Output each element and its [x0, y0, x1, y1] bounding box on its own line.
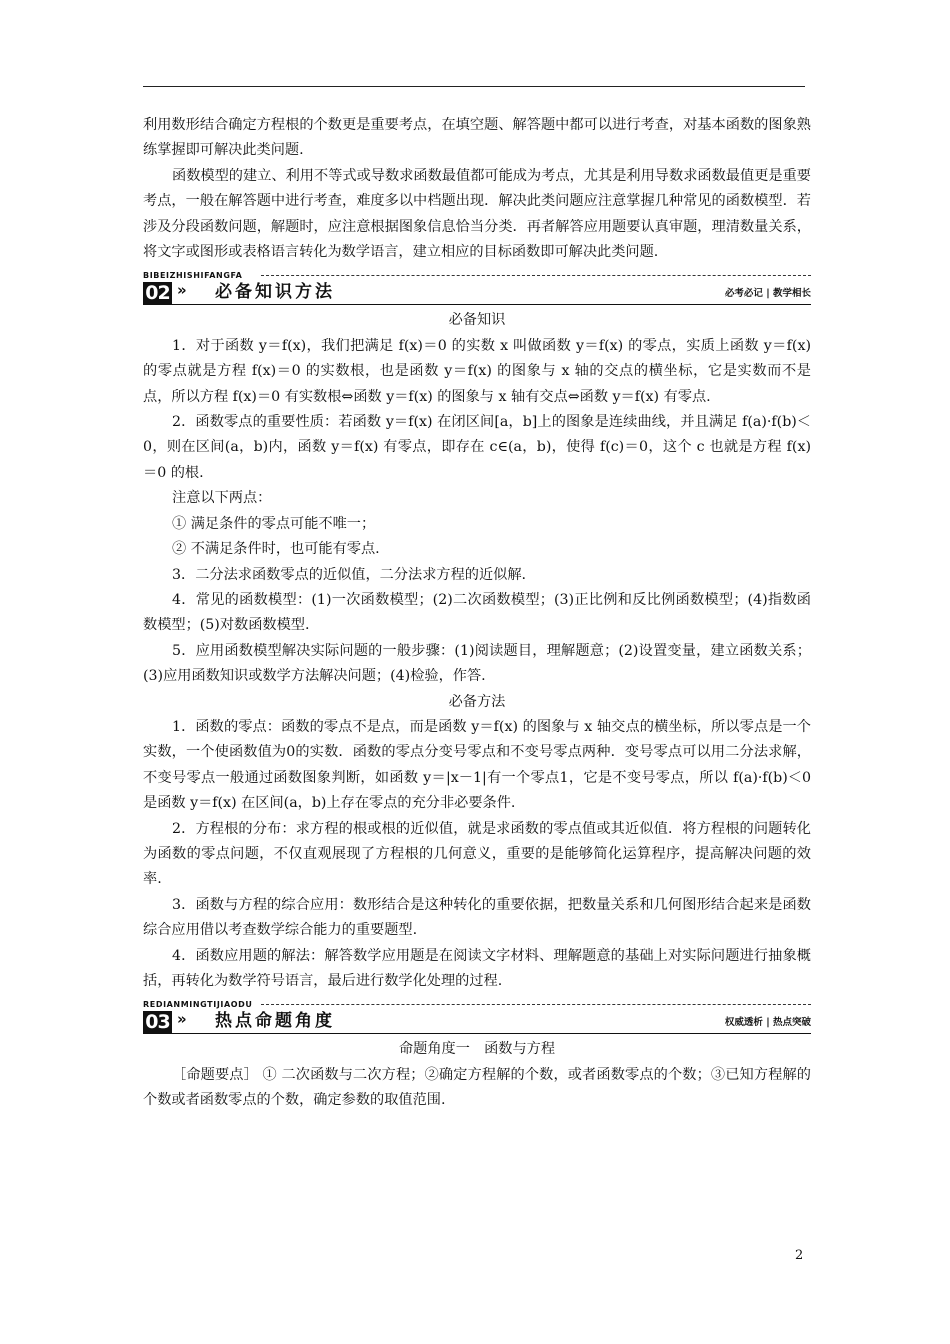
page-number: 2: [795, 1248, 804, 1263]
double-chevron-icon: »: [177, 1010, 187, 1029]
method-item: 3．函数与方程的综合应用：数形结合是这种转化的重要依据，把数量关系和几何图形结合起来是函数综合应用借以考查数学综合能力的重要题型.: [143, 896, 811, 939]
section-title: 必备知识方法: [215, 282, 335, 303]
angle-points: ［命题要点］ ① 二次函数与二次方程；②确定方程解的个数，或者函数零点的个数；③已知方程解的个数或者函数零点的个数，确定参数的取值范围.: [143, 1066, 811, 1109]
methods-heading: 必备方法: [448, 693, 506, 710]
method-item: 4．函数应用题的解法：解答数学应用题是在阅读文字材料、理解题意的基础上对实际问题进行抽象概括，再转化为数学符号语言，最后进行数学化处理的过程.: [143, 947, 811, 989]
knowledge-item: 3．二分法求函数零点的近似值，二分法求方程的近似解.: [172, 566, 527, 583]
section-tagline: 权威透析 | 热点突破: [724, 1017, 811, 1029]
section-pinyin: REDIANMINGTIJIAODU: [143, 1000, 253, 1010]
knowledge-item: 注意以下两点：: [172, 490, 272, 507]
knowledge-item: 5．应用函数模型解决实际问题的一般步骤：(1)阅读题目，理解题意；(2)设置变量，建立函数关系；(3)应用函数知识或数学方法解决问题；(4)检验，作答.: [143, 642, 811, 685]
banner-dashed-rule: [261, 1004, 811, 1005]
section-banner-02: [143, 271, 811, 305]
header-rule: [143, 86, 805, 87]
angle-heading: 命题角度一 函数与方程: [398, 1041, 556, 1058]
intro-paragraph-1: 利用数形结合确定方程根的个数更是重要考点，在填空题、解答题中都可以进行考查，对基本函数的图象熟练掌握即可解决此类问题.: [143, 117, 811, 159]
banner-dashed-rule: [261, 275, 811, 276]
method-item: 1．函数的零点：函数的零点不是点，而是函数 y＝f(x) 的图象与 x 轴交点的横坐标，所以零点是一个实数，一个使函数值为0的实数．函数的零点分变号零点和不变号零点两种．变号零点可以用二分法求解，不变号零点一般通过函数图象判断，如函数 y＝|x－1|有一个零点1，它是不变号零点，所以 f(a)·f(b)＜0 是函数 y＝f(x) 在区间(a，b)上存在零点的充分非必要条件.: [143, 718, 811, 812]
double-chevron-icon: »: [177, 281, 187, 300]
method-item: 2．方程根的分布：求方程的根或根的近似值，就是求函数的零点值或其近似值．将方程根的问题转化为函数的零点问题，不仅直观展现了方程根的几何意义，重要的是能够简化运算程序，提高解决问题的效率.: [143, 820, 811, 888]
section-banner-03: [143, 1000, 811, 1034]
banner-rule: [143, 1033, 811, 1034]
section-number: 02: [143, 282, 172, 304]
knowledge-item: 4．常见的函数模型：(1)一次函数模型；(2)二次函数模型；(3)正比例和反比例函数模型；(4)指数函数模型；(5)对数函数模型.: [143, 591, 811, 634]
banner-rule: [143, 304, 811, 305]
section-title: 热点命题角度: [215, 1011, 335, 1032]
knowledge-item: 2．函数零点的重要性质：若函数 y＝f(x) 在闭区间[a，b]上的图象是连续曲线，并且满足 f(a)·f(b)＜0，则在区间(a，b)内，函数 y＝f(x) 有零点，即存在 c∈(a，b)，使得 f(c)＝0，这个 c 也就是方程 f(x)＝0 的根.: [143, 414, 811, 481]
section-pinyin: BIBEIZHISHIFANGFA: [143, 271, 243, 281]
section-number: 03: [143, 1011, 172, 1033]
knowledge-heading: 必备知识: [448, 312, 506, 329]
intro-paragraph-2: 函数模型的建立、利用不等式或导数求函数最值都可能成为考点，尤其是利用导数求函数最值更是重要考点，一般在解答题中进行考查，难度多以中档题出现．解决此类问题应注意掌握几种常见的函数模型．若涉及分段函数问题，解题时，应注意根据图象信息恰当分类．再者解答应用题要认真审题，理清数量关系，将文字或图形或表格语言转化为数学语言，建立相应的目标函数即可解决此类问题.: [143, 167, 811, 261]
section-tagline: 必考必记 | 教学相长: [724, 288, 811, 300]
page-content: [143, 113, 811, 1114]
knowledge-item: ① 满足条件的零点可能不唯一；: [172, 515, 376, 532]
knowledge-item: ② 不满足条件时，也可能有零点.: [172, 541, 380, 558]
knowledge-item: 1．对于函数 y＝f(x)，我们把满足 f(x)＝0 的实数 x 叫做函数 y＝f(x) 的零点，实质上函数 y＝f(x) 的零点就是方程 f(x)＝0 的实数根，也是函数 y＝f(x) 的图象与 x 轴的交点的横坐标，它是实数而不是点，所以方程 f(x)＝0 有实数根⇔函数 y＝f(x) 的图象与 x 轴有交点⇔函数 y＝f(x) 有零点.: [143, 337, 811, 405]
